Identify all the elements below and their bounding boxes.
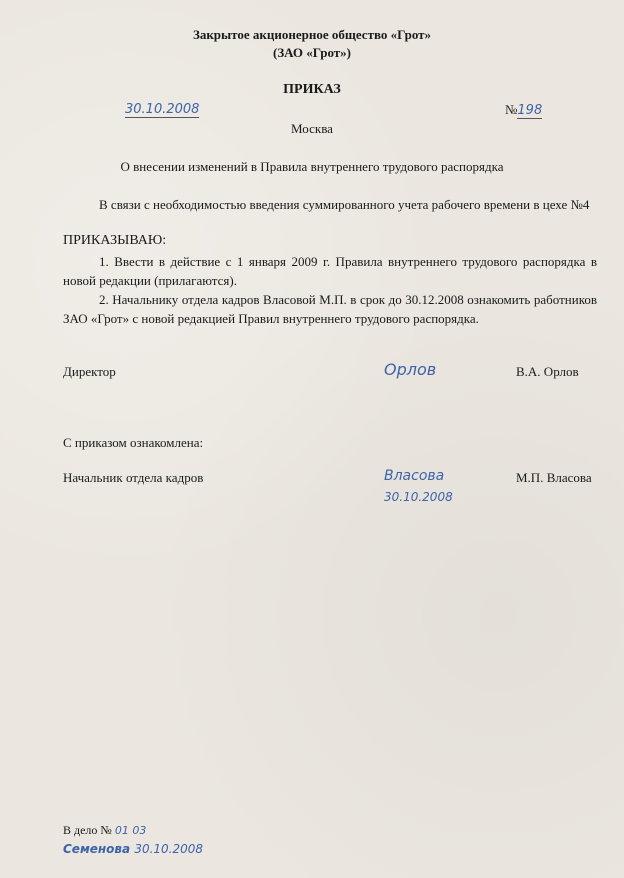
item-1-paragraph — [63, 252, 597, 290]
number-label: № — [505, 102, 518, 117]
item-2-paragraph — [63, 290, 597, 328]
hr-head-signature: Власова — [384, 468, 445, 484]
director-signature: Орлов — [384, 360, 437, 379]
order-number — [505, 102, 542, 118]
intro-paragraph — [63, 195, 597, 214]
order-city: Москва — [291, 121, 333, 136]
director-name: В.А. Орлов — [516, 364, 579, 379]
order-date: 30.10.2008 — [125, 102, 200, 117]
company-full-name: Закрытое акционерное общество «Грот» — [192, 27, 432, 42]
hr-head-position: Начальник отдела кадров — [63, 470, 204, 485]
filing-note — [63, 823, 146, 838]
acknowledgement-heading: С приказом ознакомлена: — [63, 435, 204, 450]
filing-signer: Семенова — [63, 842, 131, 856]
item-2-text: 2. Начальнику отдела кадров Власовой М.П. в срок до 30.12.2008 ознакомить работников ЗАО «Грот» с новой редакцией Правил внутреннего трудового распорядка. — [63, 292, 597, 326]
filing-case-number: 01 03 — [114, 824, 147, 837]
filing-label: В дело № — [63, 823, 112, 837]
order-subject: О внесении изменений в Правила внутреннего трудового распорядка — [120, 159, 504, 174]
hr-head-sign-date: 30.10.2008 — [384, 490, 453, 504]
director-position: Директор — [63, 364, 116, 379]
item-1-text: 1. Ввести в действие с 1 января 2009 г. Правила внутреннего трудового распорядка в новой редакции (прилагаются). — [63, 254, 597, 288]
decree-heading: ПРИКАЗЫВАЮ: — [63, 233, 167, 248]
number-value: 198 — [517, 103, 543, 118]
filing-date: 30.10.2008 — [134, 842, 204, 856]
filing-signature — [63, 842, 203, 856]
order-title: ПРИКАЗ — [283, 82, 341, 97]
intro-text: В связи с необходимостью введения суммированного учета рабочего времени в цехе №4 — [99, 197, 590, 212]
hr-head-name: М.П. Власова — [516, 470, 592, 485]
company-short-name: (ЗАО «Грот») — [272, 45, 352, 60]
